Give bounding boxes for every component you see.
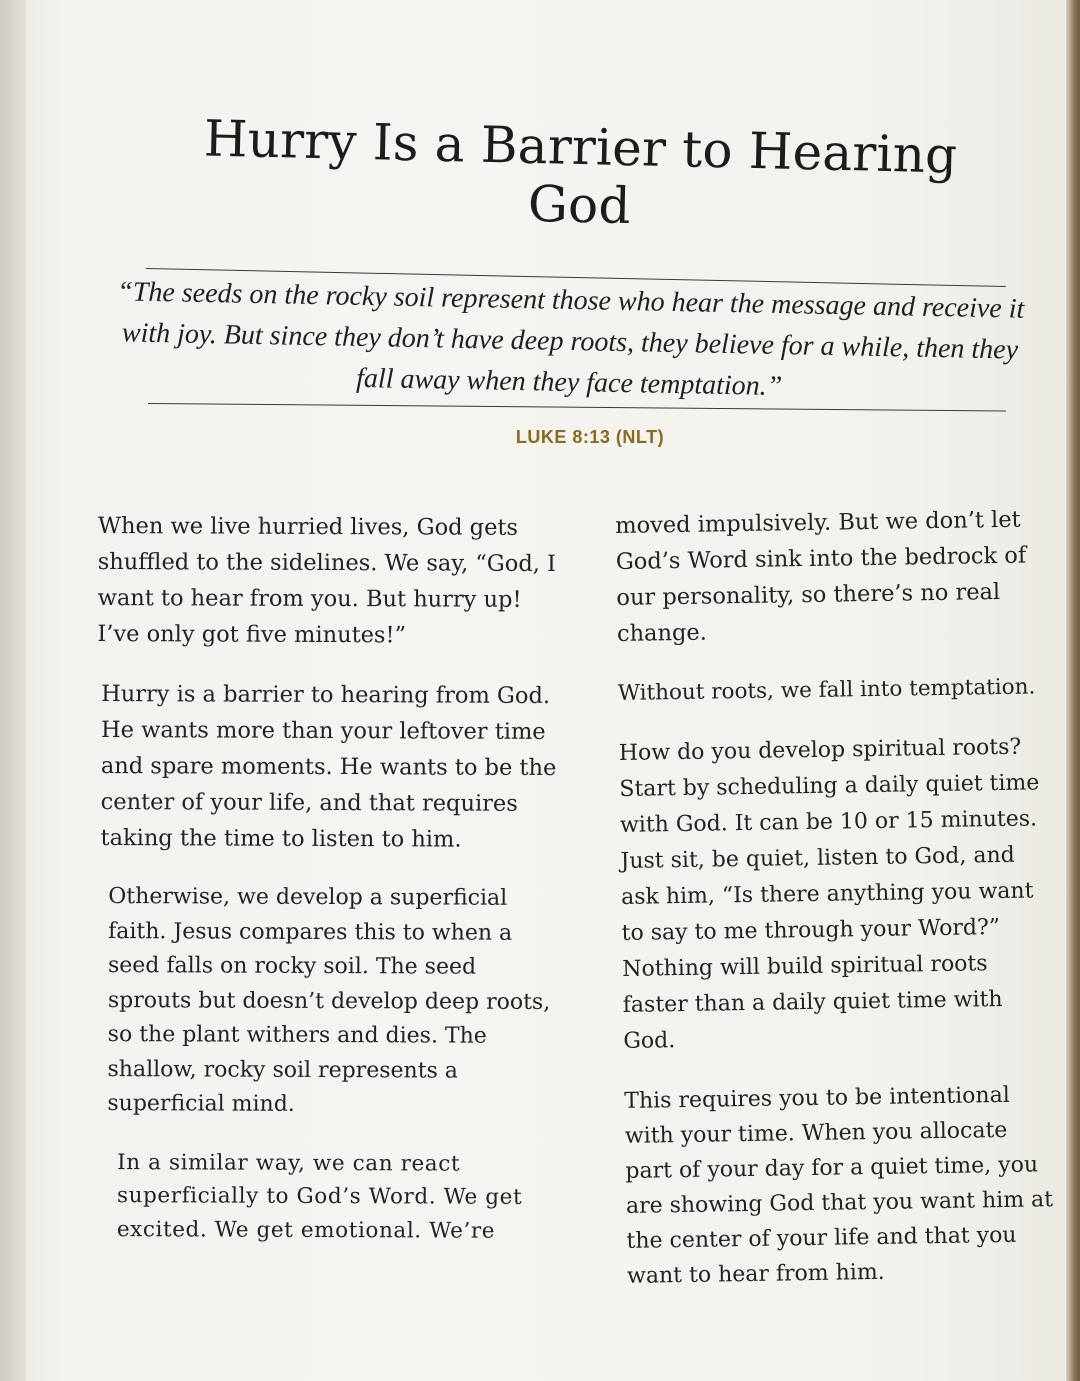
book-spine-shadow (0, 0, 26, 1381)
page-edge (1066, 0, 1080, 1381)
left-column (95, 508, 568, 1272)
right-column (615, 501, 1058, 1318)
paragraph: Hurry is a barrier to hearing from God. He wants more than your leftover time and spare moments. He wants to be the center of your life, and that requires taking the time to listen to him. (100, 681, 557, 853)
paragraph: Otherwise, we develop a superficial faith. Jesus compares this to when a seed falls on rocky soil. The seed sprouts but doesn’t develop deep roots, so the plant withers and dies. The shallow, rocky soil represents a superficial mind. (107, 884, 551, 1117)
page-title: Hurry Is a Barrier to Hearing God (203, 109, 958, 236)
paragraph: Without roots, we fall into temptation. (617, 674, 1036, 706)
paragraph: How do you develop spiritual roots? Start by scheduling a daily quiet time with God. It can be 10 or 15 minutes. Just sit, be quiet, listen to God, and ask him, “Is there anything you want to say to me through your Word?” Nothing will build spiritual roots faster than a daily quiet time with God. (618, 734, 1040, 1054)
paragraph: moved impulsively. But we don’t let God’s Word sink into the bedrock of our personality, so there’s no real change. (615, 506, 1027, 647)
paragraph: In a similar way, we can react superficially to God’s Word. We get excited. We get emotional. We’re (116, 1149, 523, 1244)
paragraph: This requires you to be intentional with your time. When you allocate part of your day for a quiet time, you are showing God that you want him at the center of your life and that you want to hear from him. (624, 1082, 1054, 1289)
paragraph: When we live hurried lives, God gets shuffled to the sidelines. We say, “God, I want to hear from you. But hurry up! I’ve only got five minutes!” (97, 512, 557, 649)
scripture-quote: “The seeds on the rocky soil represent those who hear the message and receive it with joy. But since they don’t have deep roots, they believe for a while, then they fall away when they face temptation.” (116, 276, 1025, 403)
scripture-reference: LUKE 8:13 (NLT) (515, 427, 665, 447)
